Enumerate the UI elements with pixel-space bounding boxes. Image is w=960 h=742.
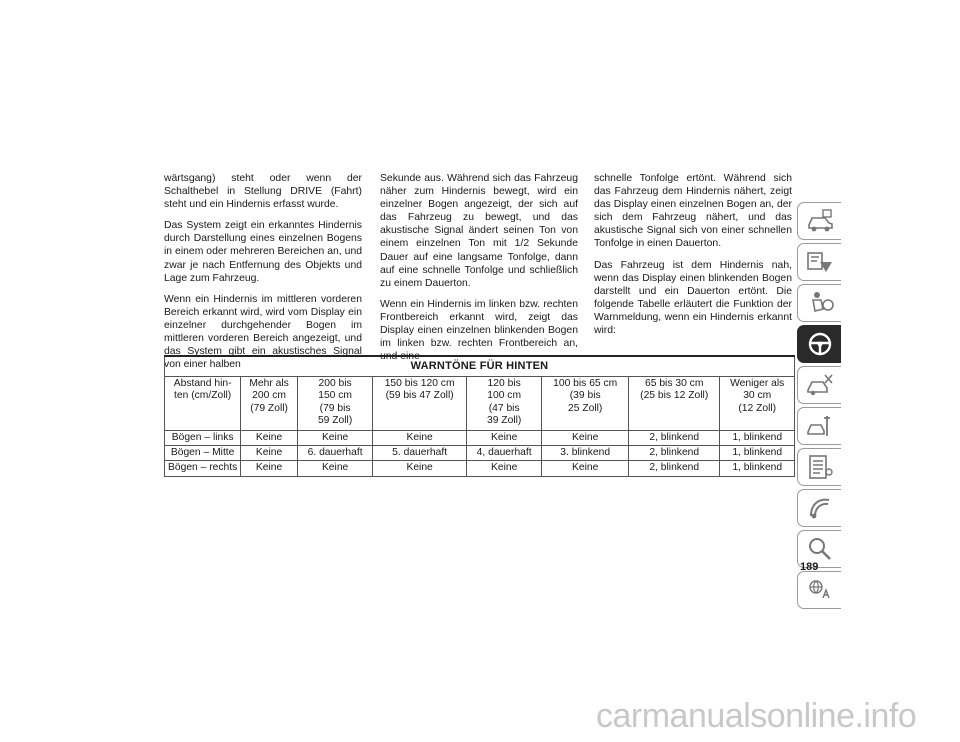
paragraph: Das Fahrzeug ist dem Hindernis nah, wenn das Display einen blinkenden Bogen darstellt und ein Dauerton ertönt. Die folgende Tabelle erläutert die Funktion der Warnmeldung, wenn ein Hindernis erkannt wird: — [594, 259, 792, 337]
row-label: Bögen – rechts — [165, 461, 241, 476]
tab-multimedia[interactable] — [797, 489, 841, 527]
table-cell: 2, blinkend — [628, 461, 719, 476]
table-cell: Keine — [297, 431, 372, 446]
table-cell: 1, blinkend — [720, 446, 795, 461]
paragraph: wärtsgang) steht oder wenn der Schalthebel in Stellung DRIVE (Fahrt) steht und ein Hindernis erfasst wurde. — [164, 173, 362, 211]
header-cell: 65 bis 30 cm (25 bis 12 Zoll) — [628, 377, 719, 431]
header-cell: 120 bis 100 cm (47 bis 39 Zoll) — [466, 377, 541, 431]
tab-emergency[interactable] — [797, 366, 841, 404]
warning-tones-table — [164, 355, 795, 477]
table-cell: Keine — [241, 446, 298, 461]
table-row — [165, 461, 795, 476]
multimedia-icon — [805, 494, 835, 522]
table-cell: 1, blinkend — [720, 431, 795, 446]
index-search-icon — [805, 535, 835, 563]
table-cell: Keine — [241, 461, 298, 476]
paragraph: schnelle Tonfolge ertönt. Während sich das Fahrzeug dem Hindernis nähert, zeigt das Display einen einzelnen Bogen an, der sich dem Fahrzeug nähert, und das akustische Signal sich von einer schnellen Tonfolge in einen Dauerton. — [594, 173, 792, 250]
paragraph: Wenn ein Hindernis im linken bzw. rechten Frontbereich erkannt wird, zeigt das Display einen einzelnen blinkenden Bogen im linken bzw. rechten Frontbereich an, und eine — [380, 298, 578, 363]
header-cell: Weniger als 30 cm (12 Zoll) — [720, 377, 795, 431]
tab-specifications[interactable] — [797, 448, 841, 486]
table-cell: Keine — [466, 431, 541, 446]
table-row — [165, 431, 795, 446]
table-cell: 2, blinkend — [628, 431, 719, 446]
steering-wheel-icon — [805, 330, 835, 358]
header-cell: 150 bis 120 cm (59 bis 47 Zoll) — [373, 377, 467, 431]
tab-safety[interactable] — [797, 284, 841, 322]
text-column-2 — [380, 172, 578, 371]
tab-driving[interactable] — [797, 325, 841, 363]
language-icon — [805, 576, 835, 604]
table-cell: Keine — [542, 431, 629, 446]
page-number: 189 — [800, 561, 819, 573]
tab-language[interactable] — [797, 571, 841, 609]
table-title: WARNTÖNE FÜR HINTEN — [165, 356, 795, 377]
service-tools-icon — [805, 412, 835, 440]
table-row — [165, 446, 795, 461]
table-cell: Keine — [297, 461, 372, 476]
table-cell: 6. dauerhaft — [297, 446, 372, 461]
safety-airbag-icon — [805, 289, 835, 317]
tab-dashboard[interactable] — [797, 243, 841, 281]
tab-service[interactable] — [797, 407, 841, 445]
header-cell: 200 bis 150 cm (79 bis 59 Zoll) — [297, 377, 372, 431]
row-label: Bögen – Mitte — [165, 446, 241, 461]
table-cell: Keine — [241, 431, 298, 446]
table-cell: Keine — [466, 461, 541, 476]
table-cell: 4, dauerhaft — [466, 446, 541, 461]
table-cell: 2, blinkend — [628, 446, 719, 461]
table-header-row — [165, 377, 795, 431]
text-column-1 — [164, 172, 362, 379]
header-cell: Abstand hin- ten (cm/Zoll) — [165, 377, 241, 431]
row-label: Bögen – links — [165, 431, 241, 446]
watermark: carmanualsonline.info — [596, 697, 917, 735]
text-column-3 — [594, 172, 792, 345]
header-cell: 100 bis 65 cm (39 bis 25 Zoll) — [542, 377, 629, 431]
table-cell: Keine — [542, 461, 629, 476]
paragraph: Sekunde aus. Während sich das Fahrzeug näher zum Hindernis bewegt, wird ein einzelner Bogen angezeigt, der sich auf das Fahrzeug zu bewegt, und das akustische Signal ändert seinen Ton von einem einzelnen Ton mit 1/2 Sekunde Dauer auf eine langsame Tonfolge, dann auf eine schnelle Tonfolge und schließlich zu einem Dauerton. — [380, 173, 578, 289]
paragraph: Das System zeigt ein erkanntes Hindernis durch Darstellung eines einzelnen Bogens in einem oder mehreren Bereichen an, und zwar je nach Entfernung des Objekts und Lage zum Fahrzeug. — [164, 220, 362, 284]
tab-vehicle-info[interactable] — [797, 202, 841, 240]
specifications-list-icon — [805, 453, 835, 481]
table-cell: 3. blinkend — [542, 446, 629, 461]
table-cell: Keine — [373, 431, 467, 446]
header-cell: Mehr als 200 cm (79 Zoll) — [241, 377, 298, 431]
emergency-crash-icon — [805, 371, 835, 399]
table-cell: Keine — [373, 461, 467, 476]
vehicle-info-icon — [805, 207, 835, 235]
table-cell: 5. dauerhaft — [373, 446, 467, 461]
table-cell: 1, blinkend — [720, 461, 795, 476]
paragraph: Wenn ein Hindernis im mittleren vorderen Bereich erkannt wird, wird vom Display ein einzelner durchgehender Bogen im mittleren vorderen Bereich angezeigt, und das System gibt ein akustisches Signal von einer halben — [164, 293, 362, 371]
dashboard-warning-icon — [805, 248, 835, 276]
